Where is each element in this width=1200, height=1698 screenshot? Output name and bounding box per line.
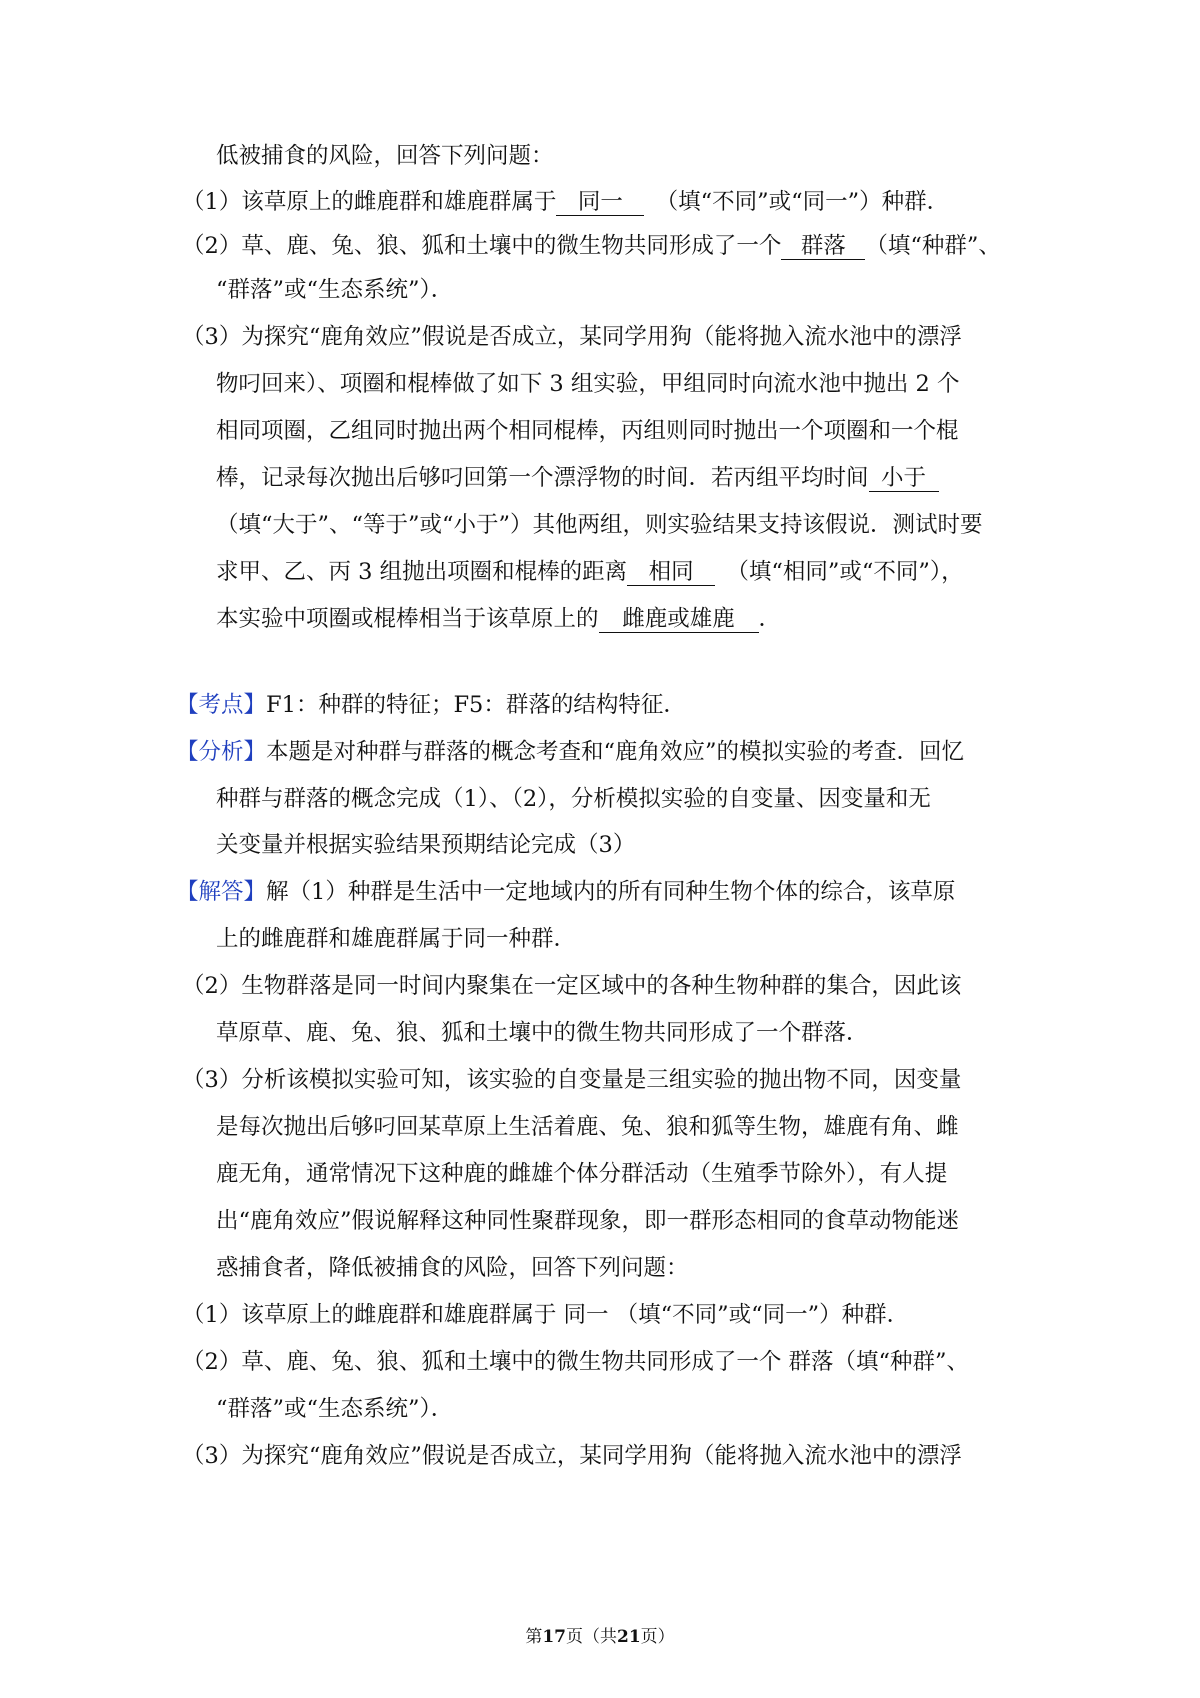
answer-blank-3: 小于 (869, 465, 939, 492)
question-part-3-line-3: 相同项圈，乙组同时抛出两个相同棍棒，丙组则同时抛出一个项圈和一个棍 (216, 418, 959, 444)
question-part-3-line-6-prefix: 求甲、乙、丙 3 组抛出项圈和棍棒的距离 (216, 559, 628, 585)
footer-page-number: 17 (542, 1627, 566, 1647)
jieda-line-10: （1）该草原上的雌鹿群和雄鹿群属于 同一 （填“不同”或“同一”）种群． (182, 1302, 910, 1328)
answer-blank-4: 相同 (627, 559, 715, 586)
fenxi-section (176, 737, 964, 767)
question-part-3-line-2: 物叼回来）、项圈和棍棒做了如下 3 组实验，甲组同时向流水池中抛出 2 个 (216, 371, 960, 397)
question-part-2-prefix: （2）草、鹿、兔、狼、狐和土壤中的微生物共同形成了一个 (182, 233, 782, 259)
kaodian-tag: 【考点】 (176, 692, 267, 718)
jieda-line-12: “群落”或“生态系统”）． (216, 1396, 454, 1422)
jieda-section (176, 877, 955, 907)
jieda-line-4: 草原草、鹿、兔、狼、狐和土壤中的微生物共同形成了一个群落． (216, 1020, 869, 1046)
question-part-2-continued: “群落”或“生态系统”）． (216, 277, 454, 303)
footer-prefix: 第 (525, 1627, 543, 1647)
jieda-line-8: 出“鹿角效应”假说解释这种同性聚群现象，即一群形态相同的食草动物能迷 (216, 1208, 960, 1234)
question-part-2 (182, 231, 1001, 261)
jieda-line-13: （3）为探究“鹿角效应”假说是否成立，某同学用狗（能将抛入流水池中的漂浮 (182, 1443, 962, 1469)
question-intro-tail: 低被捕食的风险，回答下列问题： (216, 143, 554, 169)
jieda-line-9: 惑捕食者，降低被捕食的风险，回答下列问题： (216, 1255, 689, 1281)
question-part-3-line-7 (216, 604, 781, 634)
answer-blank-5: 雌鹿或雄鹿 (599, 606, 759, 633)
jieda-line-11: （2）草、鹿、兔、狼、狐和土壤中的微生物共同形成了一个 群落（填“种群”、 (182, 1349, 969, 1375)
question-part-3-line-4-text: 棒，记录每次抛出后够叼回第一个漂浮物的时间．若丙组平均时间 (216, 465, 869, 491)
fenxi-line-1: 本题是对种群与群落的概念考查和“鹿角效应”的模拟实验的考查．回忆 (266, 739, 965, 765)
question-part-3-line-6-suffix: （填“相同”或“不同”）， (737, 559, 964, 585)
footer-suffix: 页） (640, 1627, 675, 1647)
jieda-tag: 【解答】 (176, 879, 267, 905)
answer-blank-2: 群落 (781, 233, 865, 260)
question-part-1 (182, 187, 949, 217)
jieda-line-3: （2）生物群落是同一时间内聚集在一定区域中的各种生物种群的集合，因此该 (182, 973, 962, 999)
question-part-3-line-5: （填“大于”、“等于”或“小于”）其他两组，则实验结果支持该假说．测试时要 (216, 512, 983, 538)
fenxi-line-3: 关变量并根据实验结果预期结论完成（3） (216, 832, 636, 858)
question-part-2-suffix: （填“种群”、 (865, 233, 1001, 259)
question-part-1-suffix: （填“不同”或“同一”）种群． (666, 189, 950, 215)
question-part-3-line-7-prefix: 本实验中项圈或棍棒相当于该草原上的 (216, 606, 599, 632)
page-footer (0, 1626, 1200, 1648)
kaodian-section (176, 690, 686, 720)
jieda-line-1: 解（1）种群是生活中一定地域内的所有同种生物个体的综合，该草原 (266, 879, 956, 905)
fenxi-tag: 【分析】 (176, 739, 267, 765)
jieda-line-5: （3）分析该模拟实验可知，该实验的自变量是三组实验的抛出物不同，因变量 (182, 1067, 962, 1093)
question-part-3-line-1: （3）为探究“鹿角效应”假说是否成立，某同学用狗（能将抛入流水池中的漂浮 (182, 324, 962, 350)
kaodian-text: F1：种群的特征；F5：群落的结构特征． (266, 692, 686, 718)
footer-middle: 页（共 (566, 1627, 617, 1647)
jieda-line-6: 是每次抛出后够叼回某草原上生活着鹿、兔、狼和狐等生物，雄鹿有角、雌 (216, 1114, 959, 1140)
fenxi-line-2: 种群与群落的概念完成（1）、（2），分析模拟实验的自变量、因变量和无 (216, 786, 931, 812)
question-part-3-line-7-suffix: ． (758, 606, 782, 632)
question-part-3-line-6 (216, 557, 964, 587)
question-part-1-prefix: （1）该草原上的雌鹿群和雄鹿群属于 (182, 189, 557, 215)
question-part-3-line-4 (216, 463, 939, 493)
jieda-line-7: 鹿无角，通常情况下这种鹿的雌雄个体分群活动（生殖季节除外），有人提 (216, 1161, 948, 1187)
answer-blank-1: 同一 (556, 189, 644, 216)
jieda-line-2: 上的雌鹿群和雄鹿群属于同一种群． (216, 926, 577, 952)
footer-total-pages: 21 (617, 1627, 641, 1647)
